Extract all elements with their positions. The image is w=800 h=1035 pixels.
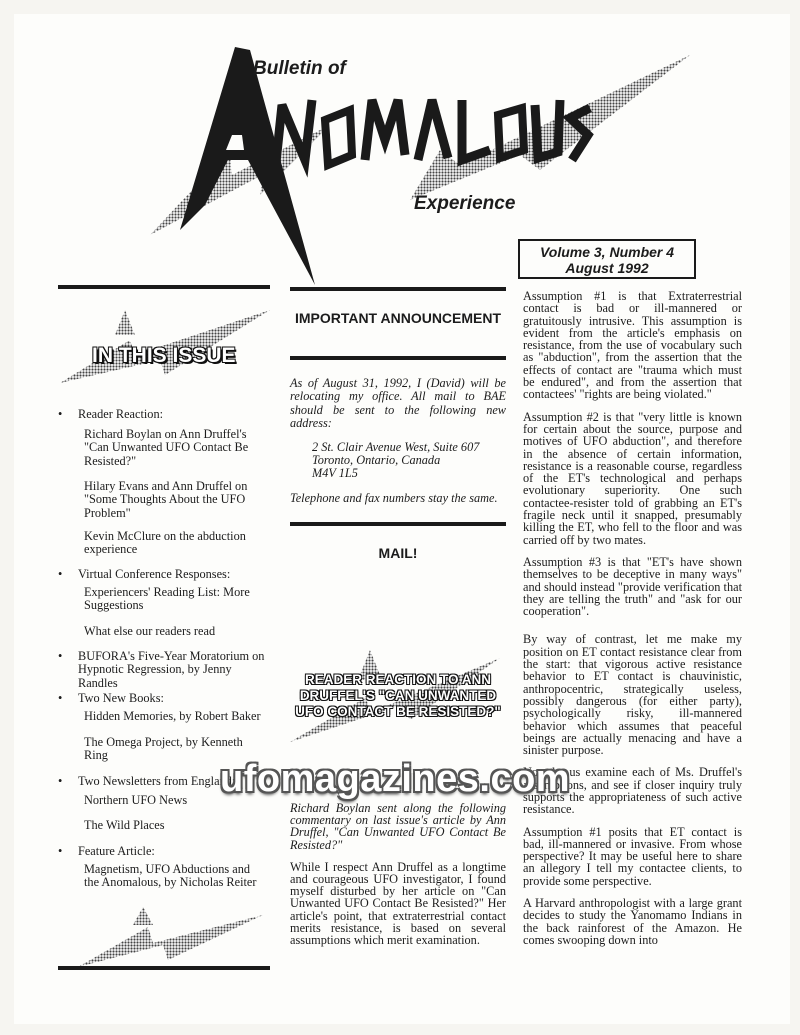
toc-subitem: Experiencers' Reading List: More Suggestions	[84, 585, 250, 613]
phone-note: Telephone and fax numbers stay the same.	[290, 490, 498, 505]
announcement-title: IMPORTANT ANNOUNCEMENT	[294, 310, 502, 326]
address-line: M4V 1L5	[312, 466, 358, 481]
toc-subitem: What else our readers read	[84, 624, 216, 638]
toc-subitem: Richard Boylan on Ann Druffel's "Can Unwanted UFO Contact Be Resisted?"	[84, 427, 249, 468]
article-paragraph: Assumption #1 posits that ET contact is bad, ill-mannered or invasive. From whose perspective? It may be useful here to share an allegory I tell my contactee clients, to provide some perspective.	[523, 824, 742, 888]
toc-subitem: Kevin McClure on the abduction experience	[84, 529, 246, 557]
article-paragraph: By way of contrast, let me make my position on ET contact resistance clear from the start: that vigorous active resistance behavior to ET contact is chauvinistic, anthropocentric, strategically useless, possibly dangerous (for either party), psychologically risky, ill-mannered behavior which assumes that peaceful beings are actually menacing and have a sinister purpose.	[523, 632, 742, 758]
toc-subitem: Hilary Evans and Ann Druffel on "Some Thoughts About the UFO Problem"	[84, 479, 248, 520]
reader-intro: Richard Boylan sent along the following commentary on last issue's article by Ann Druffel, "Can Unwanted UFO Contact Be Resisted?"	[290, 801, 506, 852]
masthead-bulletin-of: Bulletin of	[253, 58, 346, 79]
toc-item-label: Virtual Conference Responses:	[78, 567, 231, 581]
article-paragraph: Assumption #1 is that Extraterrestrial contact is bad or ill-mannered or gratuitously intrusive. This assumption is evident from the article's emphasis on resistance, from the use of vocabulary such as "abduction", from the assertion that the effects of contact are "trauma which must be endured", and from the assertion that contactees' "rights are being violated."	[523, 289, 742, 402]
volume-number: Volume 3, Number 4	[539, 244, 675, 260]
lightning-bolt-right	[410, 55, 690, 200]
toc-subitem: Northern UFO News	[84, 793, 188, 807]
reader-reaction-title: READER REACTION TO ANN DRUFFEL'S "CAN UNWANTED UFO CONTACT BE RESISTED?"	[295, 672, 501, 719]
left-top-rule	[58, 285, 270, 289]
article-paragraph: A Harvard anthropologist with a large grant decides to study the Yanomamo Indians in the back rainforest of the Amazon. He comes swooping down into	[523, 896, 742, 947]
mail-top-rule	[290, 522, 506, 526]
toc-item-label: BUFORA's Five-Year Moratorium on Hypnotic Regression, by Jenny Randles	[78, 649, 265, 690]
article-paragraph: Assumption #2 is that "very little is known for certain about the source, purpose and motives of UFO abduction", and therefore in the absence of certain information, resistance is a reasonable course, regardless of the ET's technological and perhaps evolutionary superiority. One such contactee-resister told of grabbing an ET's fragile neck until it snapped, presumably killing the ET, who fell to the floor and was carried off by two mates.	[523, 409, 742, 547]
reader-reaction-body	[290, 802, 506, 956]
toc-subitem: Hidden Memories, by Robert Baker	[84, 709, 261, 723]
toc-heading: IN THIS ISSUE	[92, 344, 236, 367]
address-line: Toronto, Ontario, Canada	[312, 453, 441, 468]
article-right-column	[523, 290, 742, 956]
masthead-experience: Experience	[414, 193, 516, 214]
volume-box	[518, 239, 696, 279]
middle-top-rule	[290, 287, 506, 291]
toc-item-label: Two New Books:	[78, 691, 164, 705]
mail-title: MAIL!	[378, 545, 418, 561]
new-address	[290, 441, 506, 481]
toc-subitem: Magnetism, UFO Abductions and the Anomalous, by Nicholas Reiter	[84, 862, 257, 890]
left-bottom-rule	[58, 966, 270, 970]
announcement-body	[290, 377, 506, 505]
toc-item-label: Reader Reaction:	[78, 407, 164, 421]
toc-item-label: Feature Article:	[78, 844, 155, 858]
reader-paragraph: While I respect Ann Druffel as a longtime and courageous UFO investigator, I found myself disturbed by her article on "Can Unwanted UFO Contact Be Resisted?" Her article's point, that extraterrestrial contact merits resistance, is based on several assumptions which merit examination.	[290, 859, 506, 948]
article-paragraph: Assumption #3 is that "ET's have shown themselves to be deceptive in many ways" and should instead "provide verification that they are telling the truth" and "ask for our cooperation".	[523, 554, 742, 619]
watermark: ufomagazines.com	[220, 758, 571, 800]
toc-subitem: The Wild Places	[84, 818, 165, 832]
letter-a-graphic	[180, 47, 315, 285]
toc-item-label: Two Newsletters from England:	[78, 774, 236, 788]
announcement-text: As of August 31, 1992, I (David) will be relocating my office. All mail to BAE should be sent to the following new address:	[290, 376, 506, 431]
address-line: 2 St. Clair Avenue West, Suite 607	[312, 439, 480, 454]
article-paragraph: Now let us examine each of Ms. Druffel's assumptions, and see if closer inquiry truly supports the appropriateness of such active resistance.	[523, 765, 742, 817]
bottom-lightning-graphic	[58, 905, 273, 975]
toc-subitem: The Omega Project, by Kenneth Ring	[84, 735, 243, 763]
issue-date: August 1992	[565, 260, 649, 276]
announcement-rule	[290, 356, 506, 360]
